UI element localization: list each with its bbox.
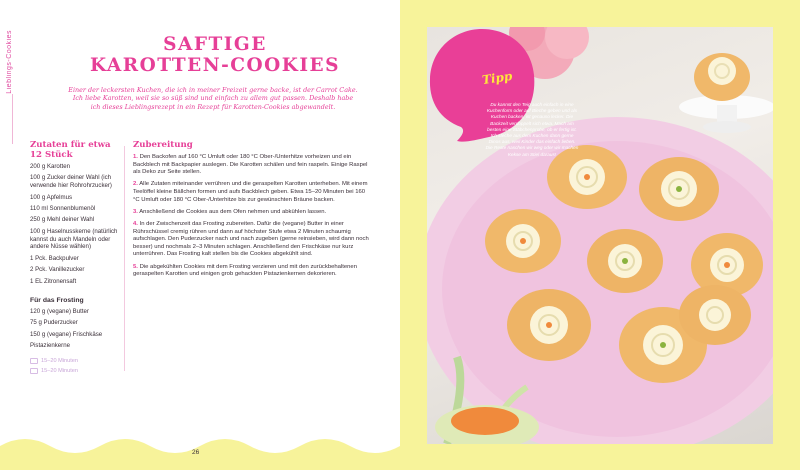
frosting-item: 120 g (vegane) Butter: [30, 308, 89, 315]
ingredient-item: 100 g Haselnusskerne (natürlich kannst du auch Mandeln oder andere Nüsse wählen): [30, 227, 118, 251]
step-text: Den Backofen auf 160 °C Umluft oder 180 °C Ober-/Unterhitze vorheizen und ein Backblech mit Backpapier auslegen. Die Karotten schälen und fein raspeln. Einige Raspel als Deko zur Seite stellen.: [133, 154, 368, 176]
preparation-title: Zubereitung: [133, 140, 193, 150]
bake-time: [30, 368, 78, 374]
preparation-steps: [133, 154, 373, 283]
title-line-2: KAROTTEN-COOKIES: [90, 55, 340, 76]
ingredient-item: 2 Pck. Vanillezucker: [30, 266, 85, 274]
ingredient-item: 250 g Mehl deiner Wahl: [30, 216, 95, 224]
page-number: 26: [192, 449, 200, 456]
recipe-title: [60, 34, 370, 76]
step-text: In der Zwischenzeit das Frosting zubereiten. Dafür die (vegane) Butter in einer Rührschüssel cremig rühren und dann auf höchster Stufe etwa 2 Minuten schaumig aufschlagen. Den Puderzucker nach und nach zugeben (gerne reinsieben, wird dann noch besser) und nochmals 2–3 Minuten schlagen. Anschließend den Frischkäse nur kurz unterrühren. Das Frosting kalt stellen bis die Cookies abgekühlt sind.: [133, 220, 369, 258]
ingredient-item: 200 g Karotten: [30, 163, 70, 170]
ingredients-list: [30, 163, 122, 289]
ingredients-title: Zutaten für etwa 12 Stück: [30, 140, 111, 160]
prep-time-text: 15–20 Minuten: [41, 358, 79, 364]
right-page: [400, 0, 800, 470]
tip-label: Tipp: [481, 68, 514, 88]
tip-text: Du kannst den Teig auch einfach in eine Kuchenform oder auf Bleche geben und als Kuchen backen, ist genauso lecker. Die Backzeit verdoppelt sich etwa. Mach am besten eine Stäbchenprobe, ob er fertig ist. Ich steche aus dem Kuchen dann gerne Dinos aus, weil Kinder das einfach lieben. Die Reste naschen wir weg oder wir machen Kekse am Stiel daraus!: [485, 102, 579, 157]
ingredient-item: 1 EL Zitronensaft: [30, 277, 77, 285]
step-number: 1.: [133, 154, 138, 160]
step-number: 4.: [133, 220, 138, 227]
step-text: Die abgekühlten Cookies mit dem Frosting verzieren und mit den zurückbehaltenen geraspelten Karotten und einigen grob gehackten Pistazienkernen dekorieren.: [133, 263, 357, 278]
intro-text: Einer der leckersten Kuchen, die ich in meiner Freizeit gerne backe, ist der Carrot Cake. Ich liebe Karotten, weil sie so süß sind und einfach zu allem gut passen. Deshalb habe ich dieses Lieblingsrezept in ein Rezept für Karotten-Cookies abgewandelt.: [68, 86, 358, 111]
side-label: Lieblings-Cookies: [6, 30, 13, 94]
step-text: Alle Zutaten miteinander verrühren und die geraspelten Karotten unterheben. Mit einem Teelöffel kleine Bällchen formen und aufs Backblech geben. Etwa 15–20 Minuten bei 160 °C Umluft oder 180 °C Ober-/Unterhitze bis zur gewünschten Bräune backen.: [133, 181, 368, 203]
ingredient-item: 100 g Apfelmus: [30, 193, 73, 201]
step-4: [133, 221, 373, 259]
frosting-list: [30, 308, 122, 354]
column-divider: [124, 146, 125, 371]
side-divider: [12, 94, 13, 144]
ingredient-item: 1 Pck. Backpulver: [30, 254, 79, 262]
step-1: [133, 154, 373, 177]
step-text: Anschließend die Cookies aus dem Ofen nehmen und abkühlen lassen.: [139, 208, 327, 215]
cookies-photo: [427, 27, 773, 444]
step-number: 2.: [133, 181, 138, 188]
ingredient-item: 110 ml Sonnenblumenöl: [30, 204, 96, 212]
oven-icon: [30, 368, 38, 374]
step-2: [133, 181, 373, 204]
step-5: [133, 264, 373, 279]
step-number: 3.: [133, 208, 138, 215]
step-3: [133, 209, 373, 217]
frosting-item: 75 g Puderzucker: [30, 319, 78, 327]
prep-time: [30, 358, 78, 364]
ingredient-item: 100 g Zucker deiner Wahl (ich verwende hier Rohrohrzucker): [30, 174, 112, 190]
clock-icon: [30, 358, 38, 364]
bake-time-text: 15–20 Minuten: [41, 368, 79, 374]
frosting-item: 150 g (vegane) Frischkäse: [30, 330, 103, 338]
frosting-title: Für das Frosting: [30, 297, 84, 304]
yellow-wave-border: [0, 430, 400, 470]
step-number: 5.: [133, 263, 138, 270]
title-line-1: SAFTIGE: [163, 34, 267, 55]
frosting-item: Pistazienkerne: [30, 342, 70, 350]
